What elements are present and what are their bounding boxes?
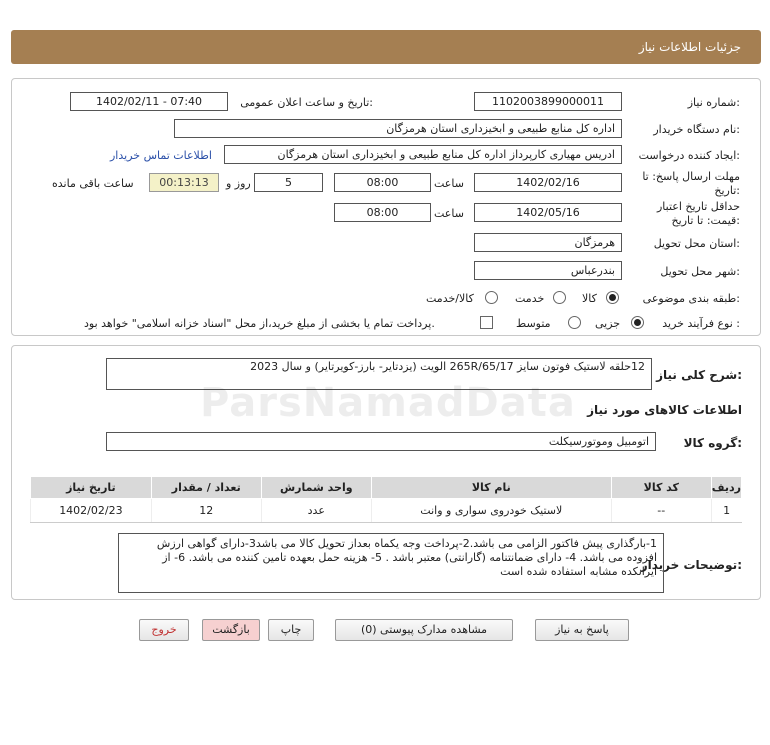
category-option-service: خدمت — [515, 292, 545, 305]
process-label: نوع فرآیند خرید : — [662, 317, 740, 330]
validity-label: حداقل تاریخ اعتبار — [656, 200, 740, 213]
summary-field: 12حلقه لاستیک فوتون سایز 265R/65/17 الویت (یزدتایر- بارز-کویرتایر) و سال 2023 — [106, 358, 652, 390]
cell-code: -- — [611, 499, 711, 523]
validity-date-field: 1402/05/16 — [474, 203, 622, 222]
treasury-payment-checkbox[interactable] — [480, 316, 493, 329]
process-option-minor: جزیی — [595, 317, 621, 330]
table-row — [31, 499, 742, 523]
goods-info-heading: اطلاعات کالاهای مورد نیاز — [587, 403, 742, 417]
announce-field: 1402/02/11 - 07:40 — [70, 92, 228, 111]
watermark: ParsNamadData — [200, 380, 576, 426]
category-label: طبقه بندی موضوعی: — [642, 292, 740, 305]
contact-buyer-link[interactable]: اطلاعات تماس خریدار — [110, 149, 212, 162]
notes-label: توضیحات خریدار: — [640, 558, 742, 572]
cell-name: لاستیک خودروی سواری و وانت — [371, 499, 611, 523]
buyer-label: نام دستگاه خریدار: — [653, 123, 740, 136]
remaining-time-field: 00:13:13 — [149, 173, 219, 192]
print-button[interactable]: چاپ — [268, 619, 314, 641]
category-option-goods-service: کالا/خدمت — [426, 292, 474, 305]
col-name: نام کالا — [371, 477, 611, 499]
col-date: تاریخ نیاز — [31, 477, 152, 499]
col-row: ردیف — [711, 477, 741, 499]
col-code: کد کالا — [611, 477, 711, 499]
cell-unit: عدد — [261, 499, 371, 523]
page-header — [11, 30, 761, 64]
city-label: شهر محل تحویل: — [660, 265, 740, 278]
page-title: جزئیات اطلاعات نیاز — [638, 40, 741, 54]
creator-label: ایجاد کننده درخواست: — [638, 149, 740, 162]
deadline-date-field: 1402/02/16 — [474, 173, 622, 192]
remaining-label: ساعت باقی مانده — [52, 177, 134, 190]
treasury-payment-text: پرداخت تمام یا بخشی از مبلغ خرید،از محل "اسناد خزانه اسلامی" خواهد بود. — [84, 317, 435, 330]
category-radio-goods[interactable] — [606, 291, 619, 304]
back-button[interactable]: بازگشت — [202, 619, 260, 641]
process-radio-minor[interactable] — [631, 316, 644, 329]
goods-table — [30, 476, 742, 523]
category-radio-goods-service[interactable] — [485, 291, 498, 304]
exit-button[interactable]: خروج — [139, 619, 189, 641]
validity-time-label: ساعت — [434, 207, 464, 220]
col-quantity: تعداد / مقدار — [151, 477, 261, 499]
province-label: استان محل تحویل: — [653, 237, 740, 250]
need-info-panel — [11, 78, 761, 336]
deadline-time-label: ساعت — [434, 177, 464, 190]
deadline-label: مهلت ارسال پاسخ: تا — [642, 170, 740, 183]
process-option-medium: متوسط — [516, 317, 551, 330]
notes-field: 1-بارگذاری پیش فاکتور الزامی می باشد.2-پرداخت وجه یکماه بعداز تحویل کالا می باشد3-دارای گواهی ارزش افزوده می باشد. 4- دارای ضمانتنامه (گارانتی) معتبر باشد . 5- هزینه حمل بعهده تامین کننده می باشد. 6- از ایرانکده مشابه استفاده شده است — [118, 533, 664, 593]
goods-group-field: اتومبیل وموتورسیکلت — [106, 432, 656, 451]
cell-quantity: 12 — [151, 499, 261, 523]
category-radio-service[interactable] — [553, 291, 566, 304]
days-label: روز و — [226, 177, 251, 190]
validity-time-field: 08:00 — [334, 203, 431, 222]
cell-row: 1 — [711, 499, 741, 523]
days-field: 5 — [254, 173, 323, 192]
process-radio-medium[interactable] — [568, 316, 581, 329]
province-field: هرمزگان — [474, 233, 622, 252]
attachments-button[interactable]: مشاهده مدارک پیوستی (0) — [335, 619, 513, 641]
cell-date: 1402/02/23 — [31, 499, 152, 523]
goods-group-label: گروه کالا: — [683, 436, 742, 450]
buyer-field: اداره کل منابع طبیعی و ابخیزداری استان هرمزگان — [174, 119, 622, 138]
need-number-label: شماره نیاز: — [687, 96, 740, 109]
reply-button[interactable]: پاسخ به نیاز — [535, 619, 629, 641]
summary-label: شرح کلی نیاز: — [656, 368, 742, 382]
goods-table-header — [31, 477, 742, 499]
category-option-goods: کالا — [582, 292, 597, 305]
need-number-field: 1102003899000011 — [474, 92, 622, 111]
validity-label-date: قیمت: تا تاریخ: — [671, 214, 740, 227]
deadline-label-date: تاریخ: — [714, 184, 740, 197]
creator-field: ادریس مهیاری کارپرداز اداره کل منابع طبیعی و ابخیزداری استان هرمزگان — [224, 145, 622, 164]
col-unit: واحد شمارش — [261, 477, 371, 499]
announce-label: تاریخ و ساعت اعلان عمومی: — [240, 96, 373, 109]
deadline-time-field: 08:00 — [334, 173, 431, 192]
city-field: بندرعباس — [474, 261, 622, 280]
